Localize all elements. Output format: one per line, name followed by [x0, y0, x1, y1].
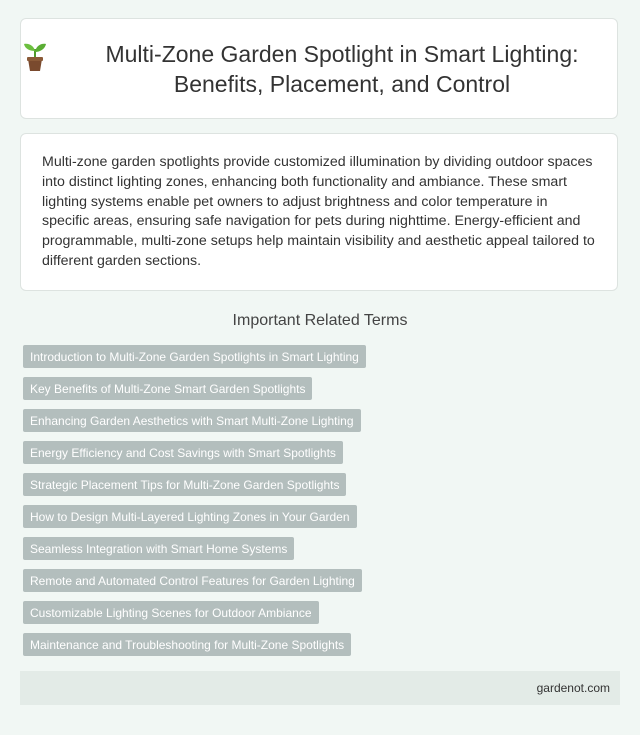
sprout-icon	[21, 41, 49, 73]
related-term-tag[interactable]: Energy Efficiency and Cost Savings with Smart Spotlights	[23, 441, 343, 464]
title-row	[21, 39, 617, 99]
related-term-tag[interactable]: Strategic Placement Tips for Multi-Zone Garden Spotlights	[23, 473, 346, 496]
related-term-tag[interactable]: Key Benefits of Multi-Zone Smart Garden Spotlights	[23, 377, 312, 400]
related-terms-heading: Important Related Terms	[232, 312, 408, 329]
summary-text: Multi-zone garden spotlights provide customized illumination by dividing outdoor spaces into distinct lighting zones, enhancing both functionality and ambiance. These smart lighting systems enable pet owners to adjust brightness and color temperature in specific areas, ensuring safe navigation for pets during nighttime. Energy-efficient and programmable, multi-zone setups help maintain visibility and aesthetic appeal tailored to different garden sections.	[42, 154, 595, 269]
footer	[20, 671, 620, 705]
footer-site-link[interactable]: gardenot.com	[536, 681, 610, 695]
related-terms-list	[23, 345, 583, 665]
page-title: Multi-Zone Garden Spotlight in Smart Lighting: Benefits, Placement, and Control	[105, 40, 579, 97]
related-term-tag[interactable]: Introduction to Multi-Zone Garden Spotlights in Smart Lighting	[23, 345, 366, 368]
related-term-tag[interactable]: Maintenance and Troubleshooting for Multi-Zone Spotlights	[23, 633, 351, 656]
related-term-tag[interactable]: Remote and Automated Control Features for Garden Lighting	[23, 569, 362, 592]
related-term-tag[interactable]: Seamless Integration with Smart Home Systems	[23, 537, 294, 560]
title-card	[20, 18, 618, 119]
related-term-tag[interactable]: Customizable Lighting Scenes for Outdoor Ambiance	[23, 601, 319, 624]
related-term-tag[interactable]: How to Design Multi-Layered Lighting Zones in Your Garden	[23, 505, 357, 528]
summary-card	[20, 133, 618, 291]
related-term-tag[interactable]: Enhancing Garden Aesthetics with Smart Multi-Zone Lighting	[23, 409, 361, 432]
